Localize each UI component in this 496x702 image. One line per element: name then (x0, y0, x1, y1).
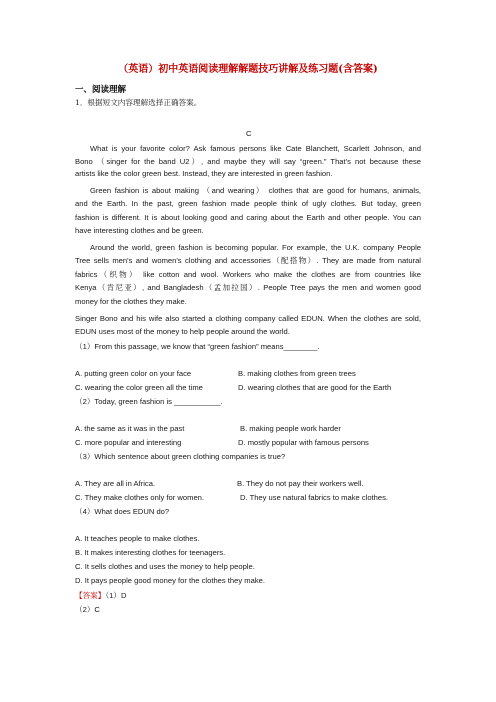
instructions: 1．根据短文内容理解选择正确答案。 (75, 98, 202, 107)
question-2: （2）Today, green fashion is ___________. (75, 397, 223, 406)
option-d: D. It pays people good money for the clothes they make. (75, 576, 265, 585)
option-d: D. They use natural fabrics to make clothes. (240, 493, 389, 502)
passage-line: artists like the color green best. Instead, they are interested in green fashion. (75, 169, 333, 178)
passage-line: Around the world, green fashion is becoming popular. For example, the U.K. company People (90, 243, 421, 252)
option-c: C. It sells clothes and uses the money to help people. (75, 562, 255, 571)
passage-line: Green fashion is about making （and wearing） clothes that are good for humans, animals, (90, 186, 421, 195)
answer-2: （2）C (75, 605, 100, 614)
option-c: C. more popular and interesting (75, 438, 182, 447)
passage-line: and the Earth. In the past, green fashion made people think of ugly clothes. But today, green (75, 199, 421, 208)
question-1: （1）From this passage, we know that “green fashion” means________. (75, 342, 320, 351)
option-a: A. They are all in Africa. (75, 479, 156, 488)
passage-line: have interesting clothes and be green. (75, 226, 204, 235)
section-heading: 一、阅读理解 (75, 85, 127, 95)
question-3: （3）Which sentence about green clothing companies is true? (75, 452, 286, 461)
passage-line: Singer Bono and his wife also started a clothing company called EDUN. When the clothes are sold, (75, 314, 421, 323)
answer-1: （1）D (105, 591, 127, 600)
option-d: D. mostly popular with famous persons (238, 438, 369, 447)
answer-label: 【答案】 (75, 591, 106, 600)
option-c: C. They make clothes only for women. (75, 493, 205, 502)
passage-line: fabrics（织物） like cotton and wool. Workers who make the clothes are from countries like (75, 270, 421, 279)
document-title: （英语）初中英语阅读理解解题技巧讲解及练习题(含答案) (118, 64, 378, 75)
passage-line: Kenya（肯尼亚）, and Bangladesh（孟加拉国）. People Tree pays the men and women good (75, 283, 421, 292)
passage-line: fashion is different. It is about looking good and caring about the Earth and other people. You can (75, 213, 421, 222)
option-a: A. putting green color on your face (75, 369, 192, 378)
passage-label: C (246, 129, 252, 138)
option-b: B. making people work harder (240, 424, 341, 433)
answer-line (75, 590, 126, 601)
passage-line: EDUN uses most of the money to help people around the world. (75, 327, 290, 336)
option-d: D. wearing clothes that are good for the Earth (238, 383, 392, 392)
option-a: A. It teaches people to make clothes. (75, 534, 200, 543)
option-b: B. It makes interesting clothes for teenagers. (75, 548, 226, 557)
passage-line: Bono （singer for the band U2）, and maybe they will say “green.” That's not because these (75, 157, 421, 166)
passage-line: Tree sells men's and women's clothing and accessories（配搭物）. They are made from natural (75, 256, 421, 265)
option-a: A. the same as it was in the past (75, 424, 185, 433)
option-b: B. They do not pay their workers well. (237, 479, 364, 488)
question-4: （4）What does EDUN do? (75, 507, 170, 516)
option-b: B. making clothes from green trees (238, 369, 356, 378)
passage-line: What is your favorite color? Ask famous persons like Cate Blanchett, Scarlett Johnson, and (90, 144, 421, 153)
passage-line: money for the clothes they make. (75, 297, 187, 306)
option-c: C. wearing the color green all the time (75, 383, 203, 392)
